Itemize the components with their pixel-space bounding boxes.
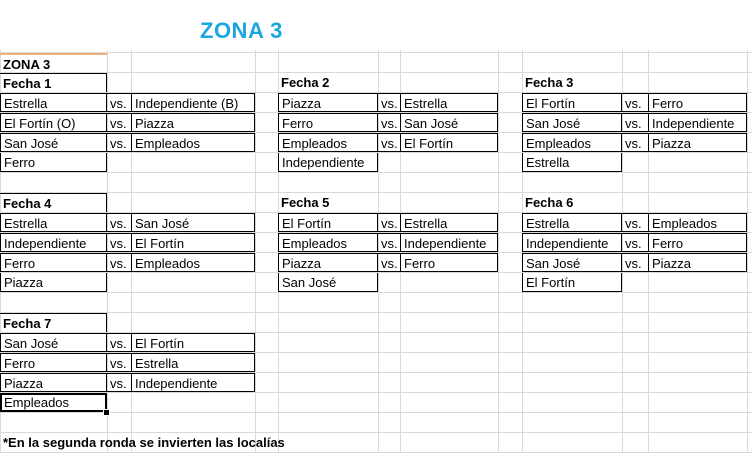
away-team-cell[interactable]: El Fortín xyxy=(131,333,255,352)
vs-cell[interactable]: vs. xyxy=(107,213,131,232)
home-team-cell[interactable]: Empleados xyxy=(522,133,622,152)
away-team-cell[interactable]: Estrella xyxy=(131,353,255,372)
fecha-header[interactable]: Fecha 6 xyxy=(525,195,574,210)
home-team-cell[interactable]: Estrella xyxy=(0,93,107,112)
home-team-cell[interactable]: San José xyxy=(522,253,622,272)
away-team-cell[interactable]: Piazza xyxy=(648,253,747,272)
away-team-cell[interactable]: San José xyxy=(400,113,498,132)
fecha-header[interactable]: Fecha 5 xyxy=(281,195,330,210)
gridline-horizontal xyxy=(0,52,752,53)
away-team-cell[interactable]: Ferro xyxy=(400,253,498,272)
vs-cell[interactable]: vs. xyxy=(622,253,648,272)
vs-cell[interactable]: vs. xyxy=(378,133,400,152)
home-team-cell[interactable]: Ferro xyxy=(278,113,378,132)
home-team-cell[interactable]: El Fortín xyxy=(278,213,378,232)
vs-cell[interactable]: vs. xyxy=(622,133,648,152)
sheet-title: ZONA 3 xyxy=(200,18,283,43)
bye-team-cell[interactable]: San José xyxy=(278,273,378,292)
fecha-header[interactable]: Fecha 3 xyxy=(525,75,574,90)
home-team-cell[interactable]: San José xyxy=(522,113,622,132)
away-team-cell[interactable]: Piazza xyxy=(648,133,747,152)
vs-cell[interactable]: vs. xyxy=(622,93,648,112)
bye-team-cell[interactable]: Independiente xyxy=(278,153,378,172)
bye-team-cell[interactable]: Estrella xyxy=(522,153,622,172)
away-team-cell[interactable]: Empleados xyxy=(648,213,747,232)
bye-team-cell[interactable]: El Fortín xyxy=(522,273,622,292)
away-team-cell[interactable]: Estrella xyxy=(400,213,498,232)
away-team-cell[interactable]: Independiente xyxy=(400,233,498,252)
away-team-cell[interactable]: El Fortín xyxy=(131,233,255,252)
bye-team-cell[interactable]: Ferro xyxy=(0,153,107,172)
vs-cell[interactable]: vs. xyxy=(107,113,131,132)
footnote[interactable]: *En la segunda ronda se invierten las localías xyxy=(3,435,285,450)
vs-cell[interactable]: vs. xyxy=(107,373,131,392)
home-team-cell[interactable]: Estrella xyxy=(522,213,622,232)
home-team-cell[interactable]: El Fortín xyxy=(522,93,622,112)
gridline-horizontal xyxy=(0,172,752,173)
vs-cell[interactable]: vs. xyxy=(622,213,648,232)
gridline-horizontal xyxy=(0,412,752,413)
vs-cell[interactable]: vs. xyxy=(107,133,131,152)
away-team-cell[interactable]: Ferro xyxy=(648,93,747,112)
vs-cell[interactable]: vs. xyxy=(378,233,400,252)
home-team-cell[interactable]: Piazza xyxy=(0,373,107,392)
away-team-cell[interactable]: Empleados xyxy=(131,133,255,152)
fecha-header[interactable]: Fecha 2 xyxy=(281,75,330,90)
vs-cell[interactable]: vs. xyxy=(622,113,648,132)
home-team-cell[interactable]: Piazza xyxy=(278,93,378,112)
home-team-cell[interactable]: Estrella xyxy=(0,213,107,232)
fill-handle[interactable] xyxy=(103,409,110,416)
selected-cell[interactable]: Empleados xyxy=(0,393,107,412)
home-team-cell[interactable]: San José xyxy=(0,333,107,352)
vs-cell[interactable]: vs. xyxy=(378,213,400,232)
vs-cell[interactable]: vs. xyxy=(378,253,400,272)
home-team-cell[interactable]: San José xyxy=(0,133,107,152)
home-team-cell[interactable]: El Fortín (O) xyxy=(0,113,107,132)
vs-cell[interactable]: vs. xyxy=(378,93,400,112)
fecha-header[interactable]: Fecha 1 xyxy=(0,73,107,92)
gridline-horizontal xyxy=(0,292,752,293)
vs-cell[interactable]: vs. xyxy=(107,253,131,272)
home-team-cell[interactable]: Independiente xyxy=(0,233,107,252)
home-team-cell[interactable]: Ferro xyxy=(0,253,107,272)
away-team-cell[interactable]: Independiente (B) xyxy=(131,93,255,112)
home-team-cell[interactable]: Empleados xyxy=(278,133,378,152)
vs-cell[interactable]: vs. xyxy=(107,93,131,112)
fecha-header[interactable]: Fecha 4 xyxy=(0,193,107,212)
away-team-cell[interactable]: Empleados xyxy=(131,253,255,272)
vs-cell[interactable]: vs. xyxy=(107,353,131,372)
home-team-cell[interactable]: Ferro xyxy=(0,353,107,372)
away-team-cell[interactable]: Piazza xyxy=(131,113,255,132)
vs-cell[interactable]: vs. xyxy=(378,113,400,132)
gridline-horizontal xyxy=(0,312,752,313)
zone-header-cell[interactable]: ZONA 3 xyxy=(0,53,107,72)
home-team-cell[interactable]: Empleados xyxy=(278,233,378,252)
away-team-cell[interactable]: San José xyxy=(131,213,255,232)
home-team-cell[interactable]: Independiente xyxy=(522,233,622,252)
fecha-header[interactable]: Fecha 7 xyxy=(0,313,107,332)
away-team-cell[interactable]: Ferro xyxy=(648,233,747,252)
home-team-cell[interactable]: Piazza xyxy=(278,253,378,272)
away-team-cell[interactable]: Estrella xyxy=(400,93,498,112)
bye-team-cell[interactable]: Piazza xyxy=(0,273,107,292)
vs-cell[interactable]: vs. xyxy=(622,233,648,252)
away-team-cell[interactable]: El Fortín xyxy=(400,133,498,152)
away-team-cell[interactable]: Independiente xyxy=(131,373,255,392)
vs-cell[interactable]: vs. xyxy=(107,233,131,252)
away-team-cell[interactable]: Independiente xyxy=(648,113,747,132)
vs-cell[interactable]: vs. xyxy=(107,333,131,352)
